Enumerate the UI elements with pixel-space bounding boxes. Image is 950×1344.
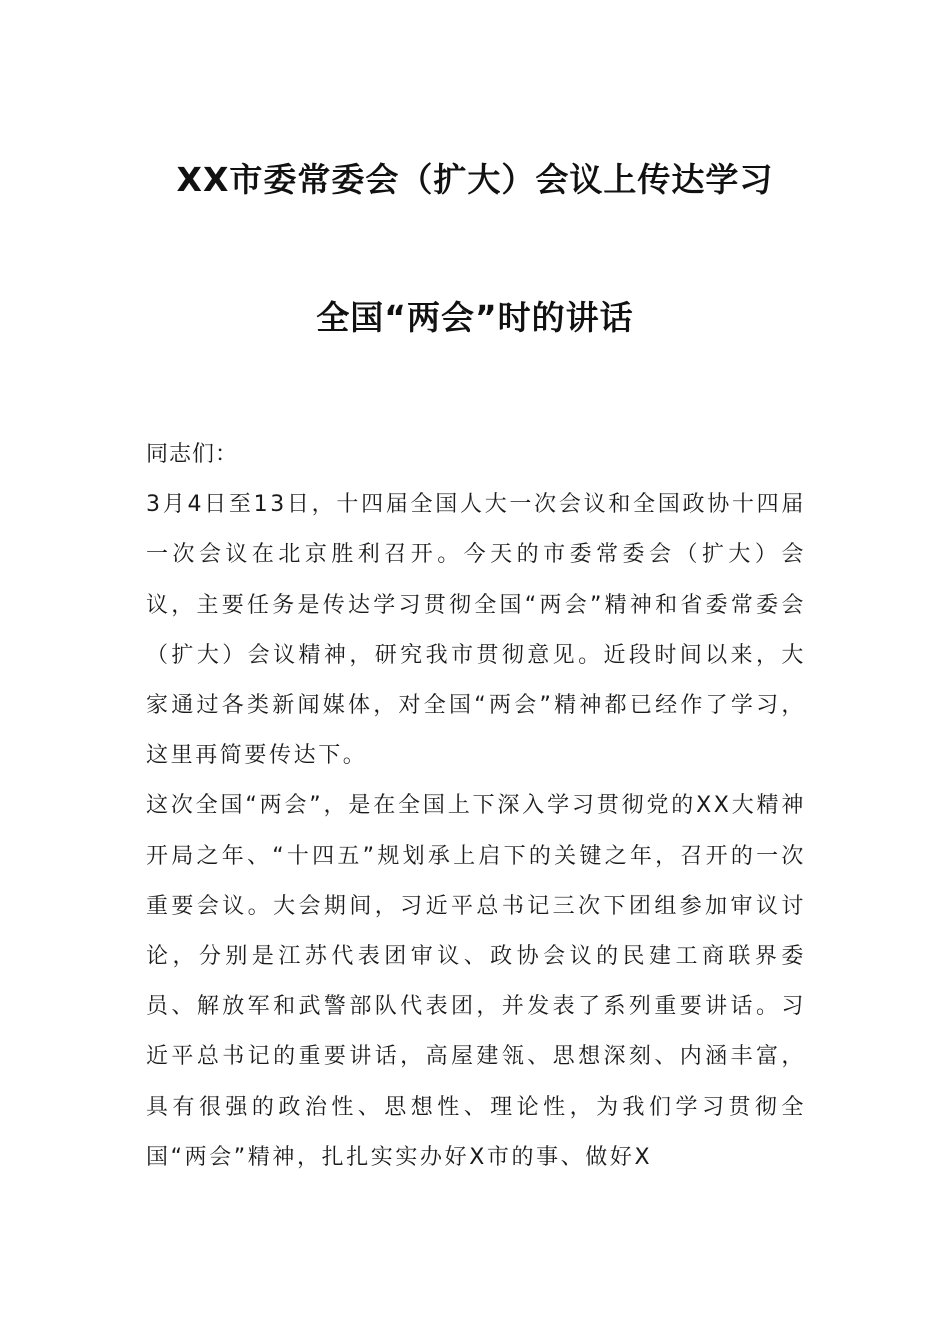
greeting: 同志们： (146, 442, 239, 467)
body-paragraph-1: 3月4日至13日，十四届全国人大一次会议和全国政协十四届一次会议在北京胜利召开。今天的市委常委会（扩大）会议，主要任务是传达学习贯彻全国“两会”精神和省委常委会（扩大）会议精神，研究我市贯彻意见。近段时间以来，大家通过各类新闻媒体，对全国“两会”精神都已经作了学习，这里再简要传达下。 (146, 492, 806, 769)
body-paragraph-2: 这次全国“两会”，是在全国上下深入学习贯彻党的XX大精神开局之年、“十四五”规划承上启下的关键之年，召开的一次重要会议。大会期间，习近平总书记三次下团组参加审议讨论，分别是江苏代表团审议、政协会议的民建工商联界委员、解放军和武警部队代表团，并发表了系列重要讲话。习近平总书记的重要讲话，高屋建瓴、思想深刻、内涵丰富，具有很强的政治性、思想性、理论性，为我们学习贯彻全国“两会”精神，扎扎实实办好X市的事、做好X (146, 793, 806, 1170)
document-title-line-2: 全国“两会”时的讲话 (316, 298, 634, 337)
document-body (146, 430, 806, 1183)
document-title-line-1: XX市委常委会（扩大）会议上传达学习 (176, 160, 774, 199)
